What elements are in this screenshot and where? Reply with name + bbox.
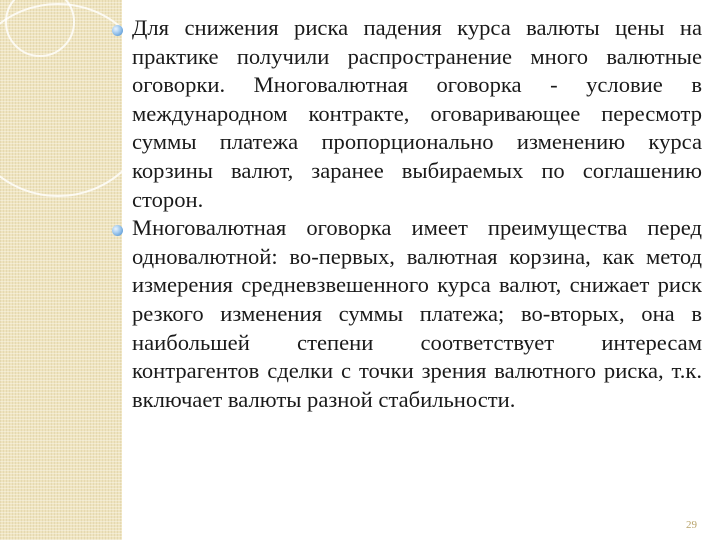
- decorative-circle-small: [6, 0, 74, 56]
- bullet-text: Для снижения риска падения курса валюты цены на практике получили распространение много валютные оговорки. Многовалютная оговорка - условие в международном контракте, оговаривающее пересмотр суммы платежа пропорционально изменению курса корзины валют, заранее выбираемых по соглашению сторон.: [132, 15, 702, 212]
- bullet-icon: [112, 225, 123, 236]
- bullet-icon: [112, 25, 123, 36]
- page-number: 29: [686, 519, 697, 531]
- bullet-item: [112, 14, 702, 214]
- bullet-item: [112, 214, 702, 414]
- bullet-text: Многовалютная оговорка имеет преимущества перед одновалютной: во-первых, валютная корзина, как метод измерения средневзвешенного курса валют, снижает риск резкого изменения суммы платежа; во-вторых, она в наибольшей степени соответствует интересам контрагентов сделки с точки зрения валютного риска, т.к. включает валюты разной стабильности.: [132, 215, 702, 412]
- slide-content: [112, 14, 702, 414]
